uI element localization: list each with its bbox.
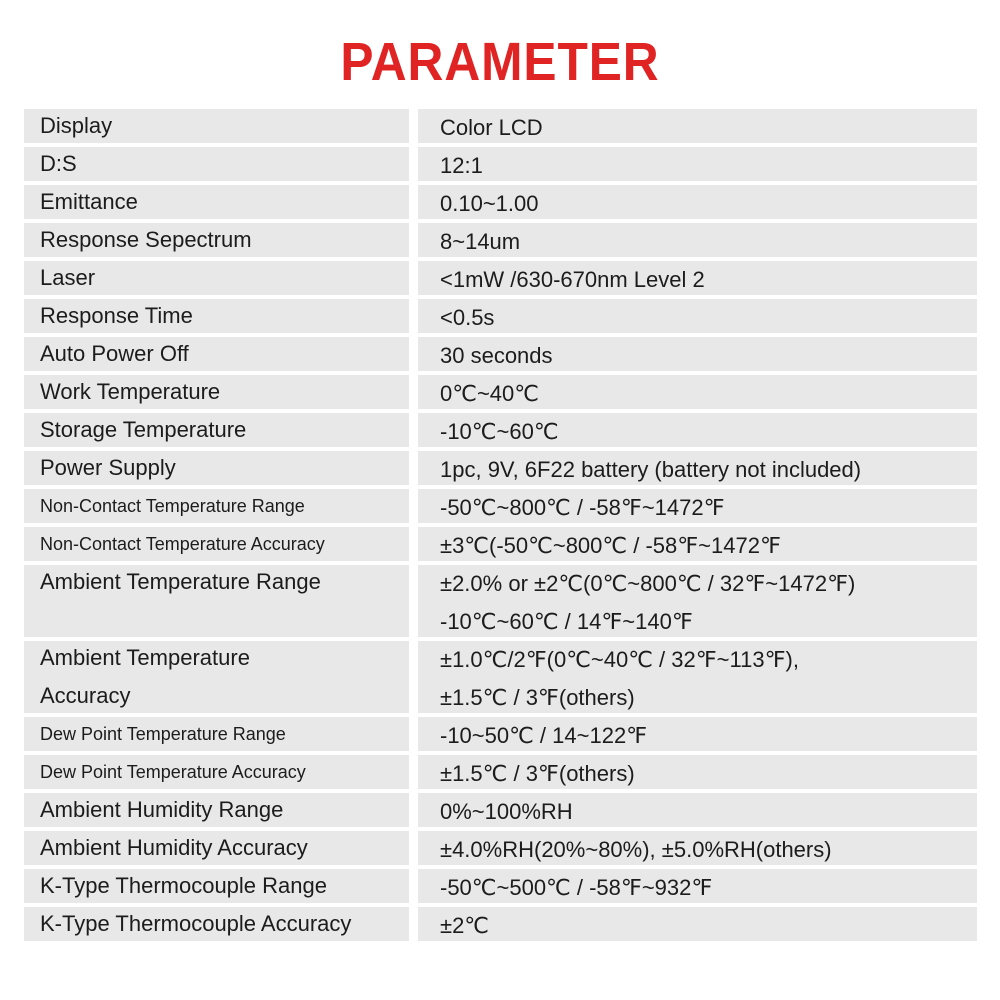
parameter-label-cell	[24, 869, 409, 903]
parameter-value: ±4.0%RH(20%~80%), ±5.0%RH(others)	[440, 837, 832, 862]
table-row	[24, 337, 977, 371]
table-row	[24, 109, 977, 143]
parameter-label-cell	[24, 147, 409, 181]
parameter-label-cell	[24, 527, 409, 561]
table-row	[24, 451, 977, 485]
parameter-label-cell	[24, 413, 409, 447]
parameter-label-cell	[24, 299, 409, 333]
parameter-value-cell	[418, 451, 977, 485]
parameter-label: Ambient Humidity Accuracy	[40, 835, 308, 860]
parameter-value: <1mW /630-670nm Level 2	[440, 267, 705, 292]
parameter-value-cell	[418, 375, 977, 409]
parameter-label-cell	[24, 907, 409, 941]
table-row	[24, 299, 977, 333]
parameter-value-cell	[418, 641, 977, 713]
parameter-value: -50℃~500℃ / -58℉~932℉	[440, 875, 713, 900]
parameter-label: Ambient Temperature Range	[40, 569, 321, 594]
parameter-label-cell	[24, 451, 409, 485]
parameter-value-cell	[418, 717, 977, 751]
parameter-value: 12:1	[440, 153, 483, 178]
parameter-value-cell	[418, 185, 977, 219]
parameter-label: D:S	[40, 151, 77, 176]
parameter-label-cell	[24, 337, 409, 371]
parameter-label-cell	[24, 641, 409, 713]
parameter-value: ±1.0℃/2℉(0℃~40℃ / 32℉~113℉),	[440, 647, 799, 672]
parameter-value: 8~14um	[440, 229, 521, 254]
parameter-label-cell	[24, 793, 409, 827]
parameter-label: K-Type Thermocouple Range	[40, 873, 327, 898]
table-row	[24, 831, 977, 865]
parameter-label: Laser	[40, 265, 96, 290]
parameter-label-cell	[24, 717, 409, 751]
parameter-value: ±1.5℃ / 3℉(others)	[440, 685, 635, 710]
parameter-label: Storage Temperature	[40, 417, 247, 442]
parameter-value-cell	[418, 413, 977, 447]
parameter-value-cell	[418, 337, 977, 371]
parameter-label: Ambient Temperature	[40, 645, 250, 670]
parameter-value-cell	[418, 869, 977, 903]
parameter-value: ±1.5℃ / 3℉(others)	[440, 761, 635, 786]
parameter-value: ±2℃	[440, 913, 490, 938]
parameter-value-cell	[418, 299, 977, 333]
parameter-label: Work Temperature	[40, 379, 221, 404]
parameter-label: Non-Contact Temperature Range	[40, 496, 305, 516]
table-row	[24, 869, 977, 903]
parameter-label: Response Sepectrum	[40, 227, 252, 252]
parameter-label: Power Supply	[40, 455, 176, 480]
parameter-value-cell	[418, 109, 977, 143]
parameter-value-cell	[418, 489, 977, 523]
parameter-value-cell	[418, 755, 977, 789]
parameter-label: Response Time	[40, 303, 193, 328]
parameter-label-cell	[24, 565, 409, 637]
parameter-value: 0%~100%RH	[440, 799, 573, 824]
table-row	[24, 717, 977, 751]
table-row	[24, 489, 977, 523]
parameter-label: Dew Point Temperature Range	[40, 724, 286, 744]
parameter-value: ±3℃(-50℃~800℃ / -58℉~1472℉	[440, 533, 781, 558]
parameter-label: Auto Power Off	[40, 341, 189, 366]
parameter-value: -10℃~60℃	[440, 419, 559, 444]
parameter-label: Ambient Humidity Range	[40, 797, 284, 822]
parameter-table	[24, 109, 977, 945]
parameter-value: 0℃~40℃	[440, 381, 539, 406]
table-row	[24, 261, 977, 295]
parameter-label: Display	[40, 113, 113, 138]
parameter-label-cell	[24, 223, 409, 257]
page-title: PARAMETER	[340, 32, 660, 92]
parameter-label: Accuracy	[40, 683, 131, 708]
table-row	[24, 527, 977, 561]
parameter-value: 0.10~1.00	[440, 191, 539, 216]
parameter-label-cell	[24, 831, 409, 865]
parameter-label: Non-Contact Temperature Accuracy	[40, 534, 325, 554]
table-row	[24, 223, 977, 257]
table-row	[24, 641, 977, 713]
parameter-value: Color LCD	[440, 115, 543, 140]
parameter-label-cell	[24, 755, 409, 789]
parameter-label: K-Type Thermocouple Accuracy	[40, 911, 352, 936]
table-row	[24, 793, 977, 827]
parameter-value: 1pc, 9V, 6F22 battery (battery not included)	[440, 457, 862, 482]
parameter-value: -10~50℃ / 14~122℉	[440, 723, 648, 748]
parameter-value-cell	[418, 793, 977, 827]
parameter-value: 30 seconds	[440, 343, 553, 368]
parameter-label-cell	[24, 489, 409, 523]
parameter-value-cell	[418, 223, 977, 257]
parameter-value: ±2.0% or ±2℃(0℃~800℃ / 32℉~1472℉)	[440, 571, 856, 596]
parameter-label-cell	[24, 109, 409, 143]
parameter-value-cell	[418, 261, 977, 295]
table-row	[24, 907, 977, 941]
parameter-label-cell	[24, 185, 409, 219]
table-row	[24, 185, 977, 219]
parameter-value-cell	[418, 147, 977, 181]
parameter-value: <0.5s	[440, 305, 495, 330]
parameter-value: -10℃~60℃ / 14℉~140℉	[440, 609, 693, 634]
parameter-value: -50℃~800℃ / -58℉~1472℉	[440, 495, 725, 520]
parameter-label: Dew Point Temperature Accuracy	[40, 762, 306, 782]
table-row	[24, 755, 977, 789]
table-row	[24, 147, 977, 181]
parameter-value-cell	[418, 907, 977, 941]
parameter-label-cell	[24, 261, 409, 295]
table-row	[24, 565, 977, 637]
parameter-label: Emittance	[40, 189, 138, 214]
table-row	[24, 413, 977, 447]
parameter-value-cell	[418, 527, 977, 561]
parameter-value-cell	[418, 831, 977, 865]
parameter-value-cell	[418, 565, 977, 637]
parameter-label-cell	[24, 375, 409, 409]
table-row	[24, 375, 977, 409]
